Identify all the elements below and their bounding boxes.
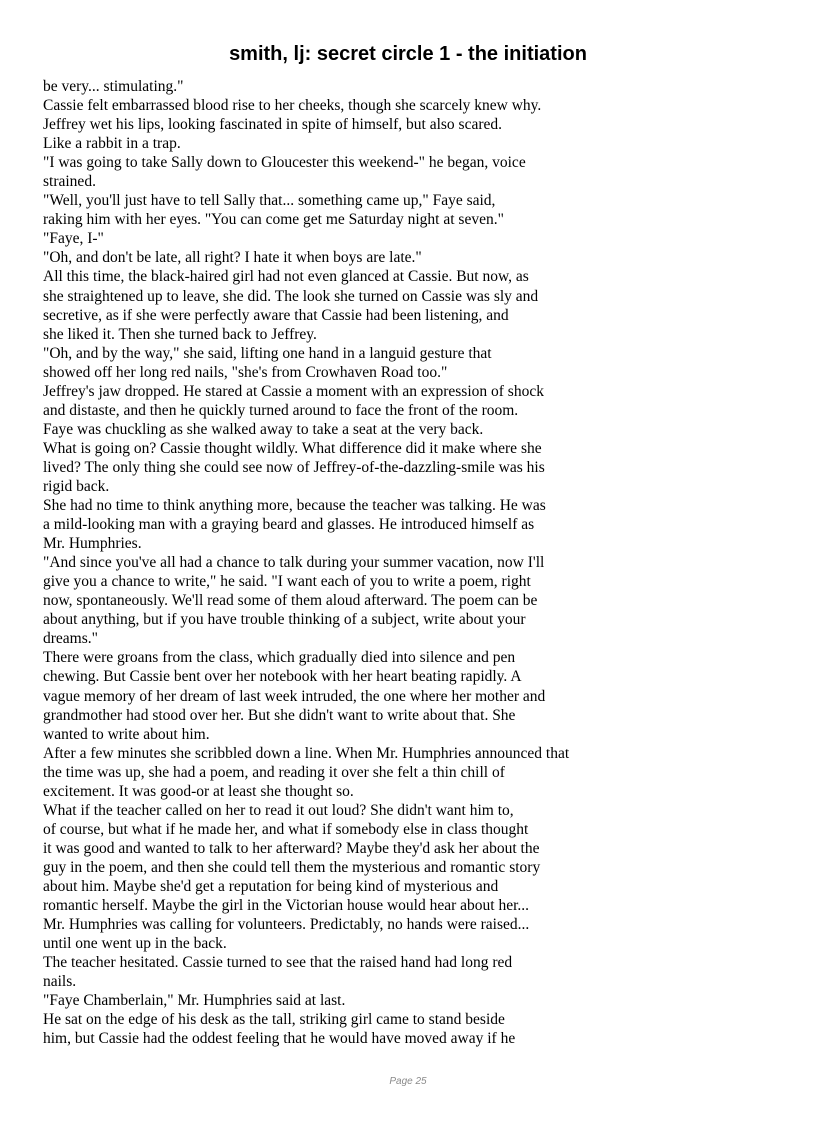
text-line: showed off her long red nails, "she's from Crowhaven Road too." bbox=[43, 363, 448, 381]
body-text bbox=[43, 77, 803, 1048]
text-line: vague memory of her dream of last week intruded, the one where her mother and bbox=[43, 687, 546, 705]
text-line: He sat on the edge of his desk as the tall, striking girl came to stand beside bbox=[43, 1011, 505, 1029]
page-number: Page 25 bbox=[389, 1076, 427, 1087]
text-line: strained. bbox=[43, 173, 96, 191]
text-line: After a few minutes she scribbled down a line. When Mr. Humphries announced that bbox=[43, 744, 570, 762]
text-line: grandmother had stood over her. But she didn't want to write about that. She bbox=[43, 706, 516, 724]
text-line: chewing. But Cassie bent over her notebook with her heart beating rapidly. A bbox=[43, 668, 522, 686]
text-line: "Faye, I-" bbox=[43, 230, 104, 248]
text-line: about him. Maybe she'd get a reputation for being kind of mysterious and bbox=[43, 877, 499, 895]
text-line: "Well, you'll just have to tell Sally that... something came up," Faye said, bbox=[43, 192, 496, 210]
text-line: Like a rabbit in a trap. bbox=[43, 135, 181, 153]
text-line: until one went up in the back. bbox=[43, 935, 227, 953]
text-line: now, spontaneously. We'll read some of them aloud afterward. The poem can be bbox=[43, 592, 538, 610]
text-line: raking him with her eyes. "You can come get me Saturday night at seven." bbox=[43, 211, 504, 229]
text-line: The teacher hesitated. Cassie turned to see that the raised hand had long red bbox=[43, 954, 513, 972]
text-line: Cassie felt embarrassed blood rise to her cheeks, though she scarcely knew why. bbox=[43, 97, 542, 115]
text-line: "Oh, and by the way," she said, lifting one hand in a languid gesture that bbox=[43, 344, 492, 362]
text-line: romantic herself. Maybe the girl in the Victorian house would hear about her... bbox=[43, 897, 530, 915]
text-line: "Oh, and don't be late, all right? I hate it when boys are late." bbox=[43, 249, 422, 267]
text-line: the time was up, she had a poem, and reading it over she felt a thin chill of bbox=[43, 763, 505, 781]
text-line: She had no time to think anything more, because the teacher was talking. He was bbox=[43, 497, 546, 515]
text-line: and distaste, and then he quickly turned around to face the front of the room. bbox=[43, 401, 519, 419]
text-line: excitement. It was good-or at least she thought so. bbox=[43, 782, 354, 800]
text-line: it was good and wanted to talk to her afterward? Maybe they'd ask her about the bbox=[43, 839, 540, 857]
text-line: "I was going to take Sally down to Gloucester this weekend-" he began, voice bbox=[43, 154, 526, 172]
text-line: of course, but what if he made her, and what if somebody else in class thought bbox=[43, 820, 529, 838]
text-line: All this time, the black-haired girl had not even glanced at Cassie. But now, as bbox=[43, 268, 529, 286]
text-line: Jeffrey wet his lips, looking fascinated in spite of himself, but also scared. bbox=[43, 116, 503, 134]
text-line: Mr. Humphries. bbox=[43, 535, 142, 553]
text-line: lived? The only thing she could see now of Jeffrey-of-the-dazzling-smile was his bbox=[43, 458, 545, 476]
text-line: guy in the poem, and then she could tell them the mysterious and romantic story bbox=[43, 858, 541, 876]
text-line: she straightened up to leave, she did. The look she turned on Cassie was sly and bbox=[43, 287, 539, 305]
text-line: a mild-looking man with a graying beard and glasses. He introduced himself as bbox=[43, 516, 535, 534]
text-line: secretive, as if she were perfectly aware that Cassie had been listening, and bbox=[43, 306, 509, 324]
text-line: about anything, but if you have trouble thinking of a subject, write about your bbox=[43, 611, 526, 629]
text-line: rigid back. bbox=[43, 477, 110, 495]
text-line: be very... stimulating." bbox=[43, 78, 184, 95]
text-line: There were groans from the class, which gradually died into silence and pen bbox=[43, 649, 516, 667]
text-line: What if the teacher called on her to read it out loud? She didn't want him to, bbox=[43, 801, 514, 819]
text-line: him, but Cassie had the oddest feeling that he would have moved away if he bbox=[43, 1030, 516, 1048]
page-title: smith, lj: secret circle 1 - the initiation bbox=[229, 43, 587, 65]
text-line: give you a chance to write," he said. "I want each of you to write a poem, right bbox=[43, 573, 531, 591]
text-line: wanted to write about him. bbox=[43, 725, 210, 743]
text-line: Mr. Humphries was calling for volunteers. Predictably, no hands were raised... bbox=[43, 916, 530, 934]
text-line: she liked it. Then she turned back to Jeffrey. bbox=[43, 325, 317, 343]
text-line: "And since you've all had a chance to talk during your summer vacation, now I'll bbox=[43, 554, 545, 572]
text-line: Jeffrey's jaw dropped. He stared at Cassie a moment with an expression of shock bbox=[43, 382, 544, 400]
text-line: "Faye Chamberlain," Mr. Humphries said at last. bbox=[43, 992, 346, 1010]
text-line: nails. bbox=[43, 973, 77, 991]
text-line: Faye was chuckling as she walked away to take a seat at the very back. bbox=[43, 420, 484, 438]
text-line: dreams." bbox=[43, 630, 98, 648]
text-line: What is going on? Cassie thought wildly. What difference did it make where she bbox=[43, 439, 542, 457]
